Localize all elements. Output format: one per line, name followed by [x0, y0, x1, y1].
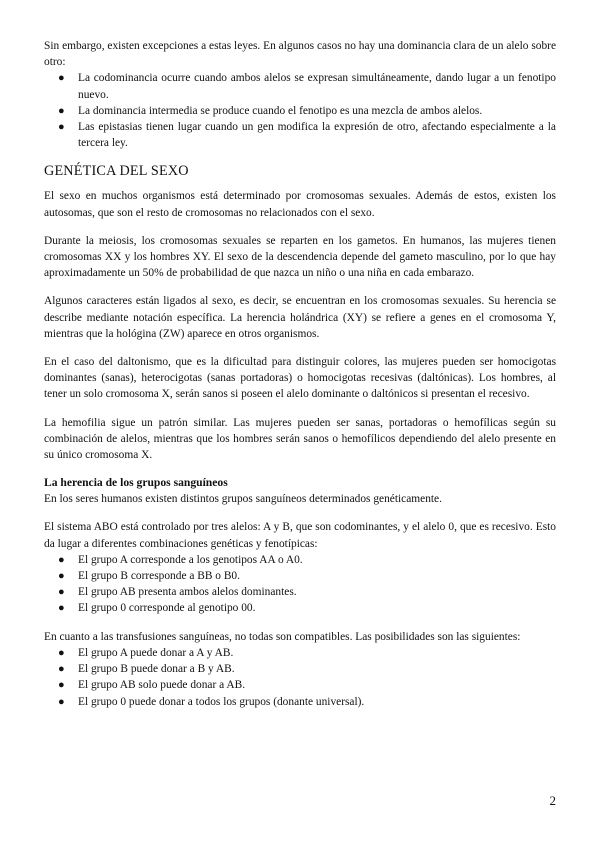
page-number: 2: [549, 793, 556, 808]
bullet-icon: ●: [58, 104, 65, 117]
paragraph: Algunos caracteres están ligados al sexo, es decir, se encuentran en los cromosomas sexuales. Su herencia se describe mediante notación específica. La herencia holándrica (XY) se refiere a genes en el cromosoma Y, mientras que la hológina (ZW) aparece en otros organismos.: [44, 295, 556, 340]
bullet-icon: ●: [58, 663, 65, 676]
subsection-heading: La herencia de los grupos sanguíneos: [44, 476, 228, 490]
list-item: ● El grupo 0 corresponde al genotipo 00.: [44, 600, 556, 616]
paragraph: En los seres humanos existen distintos grupos sanguíneos determinados genéticamente.: [44, 493, 442, 506]
paragraph: El sexo en muchos organismos está determinado por cromosomas sexuales. Además de estos, existen los autosomas, que son el resto de cromosomas no relacionados con el sexo.: [44, 190, 556, 219]
list-item: ● El grupo AB solo puede donar a AB.: [44, 677, 556, 693]
exceptions-list: [44, 70, 556, 151]
paragraph: El sistema ABO está controlado por tres alelos: A y B, que son codominantes, y el alelo 0, que es recesivo. Esto da lugar a diferentes combinaciones genéticas y fenotípicas:: [44, 521, 556, 550]
paragraph: Durante la meiosis, los cromosomas sexuales se reparten en los gametos. En humanos, las mujeres tienen cromosomas XX y los hombres XY. El sexo de la descendencia depende del gameto masculino, por lo que hay aproximadamente un 50% de probabilidad de que nazca un niño o una niña en cada embarazo.: [44, 234, 556, 280]
paragraph: La hemofilia sigue un patrón similar. Las mujeres pueden ser sanas, portadoras o hemofílicas según su combinación de alelos, mientras que los hombres serán sanos o hemofílicos dependiendo del alelo presente en su único cromosoma X.: [44, 416, 556, 462]
list-item: ● El grupo A puede donar a A y AB.: [44, 645, 556, 661]
list-item: ● La codominancia ocurre cuando ambos alelos se expresan simultáneamente, dando lugar a un fenotipo nuevo.: [58, 72, 556, 101]
bullet-icon: ●: [58, 602, 65, 615]
bullet-icon: ●: [58, 553, 65, 566]
list-item: ● El grupo AB presenta ambos alelos dominantes.: [44, 584, 556, 600]
paragraph: En cuanto a las transfusiones sanguíneas, no todas son compatibles. Las posibilidades son las siguientes:: [44, 630, 521, 643]
list-item: ● El grupo B corresponde a BB o B0.: [44, 568, 556, 584]
list-item: ● El grupo B puede donar a B y AB.: [44, 661, 556, 677]
list-item: ● El grupo A corresponde a los genotipos AA o A0.: [44, 552, 556, 568]
list-item: ● La dominancia intermedia se produce cuando el fenotipo es una mezcla de ambos alelos.: [44, 103, 556, 119]
list-item: ● El grupo 0 puede donar a todos los grupos (donante universal).: [44, 694, 556, 710]
paragraph: En el caso del daltonismo, que es la dificultad para distinguir colores, las mujeres pueden ser homocigotas dominantes (sanas), heterocigotas (sanas portadoras) o homocigotas recesivas (daltónicas). Los hombres, al tener un solo cromosoma X, serán sanos si poseen el alelo dominante o daltónicos si presentan el recesivo.: [44, 356, 556, 401]
abo-list: [44, 552, 556, 617]
bullet-icon: ●: [58, 679, 65, 692]
bullet-icon: ●: [58, 570, 65, 583]
list-item: ● Las epistasias tienen lugar cuando un gen modifica la expresión de otro, afectando especialmente a la tercera ley.: [58, 121, 556, 150]
bullet-icon: ●: [58, 121, 65, 134]
section-heading: GENÉTICA DEL SEXO: [44, 163, 189, 180]
transfusion-list: [44, 645, 556, 710]
bullet-icon: ●: [58, 72, 65, 85]
bullet-icon: ●: [58, 586, 65, 599]
bullet-icon: ●: [58, 646, 65, 659]
bullet-icon: ●: [58, 695, 65, 708]
intro-paragraph: Sin embargo, existen excepciones a estas leyes. En algunos casos no hay una dominancia clara de un alelo sobre otro:: [44, 40, 556, 69]
document-page: [44, 38, 556, 710]
